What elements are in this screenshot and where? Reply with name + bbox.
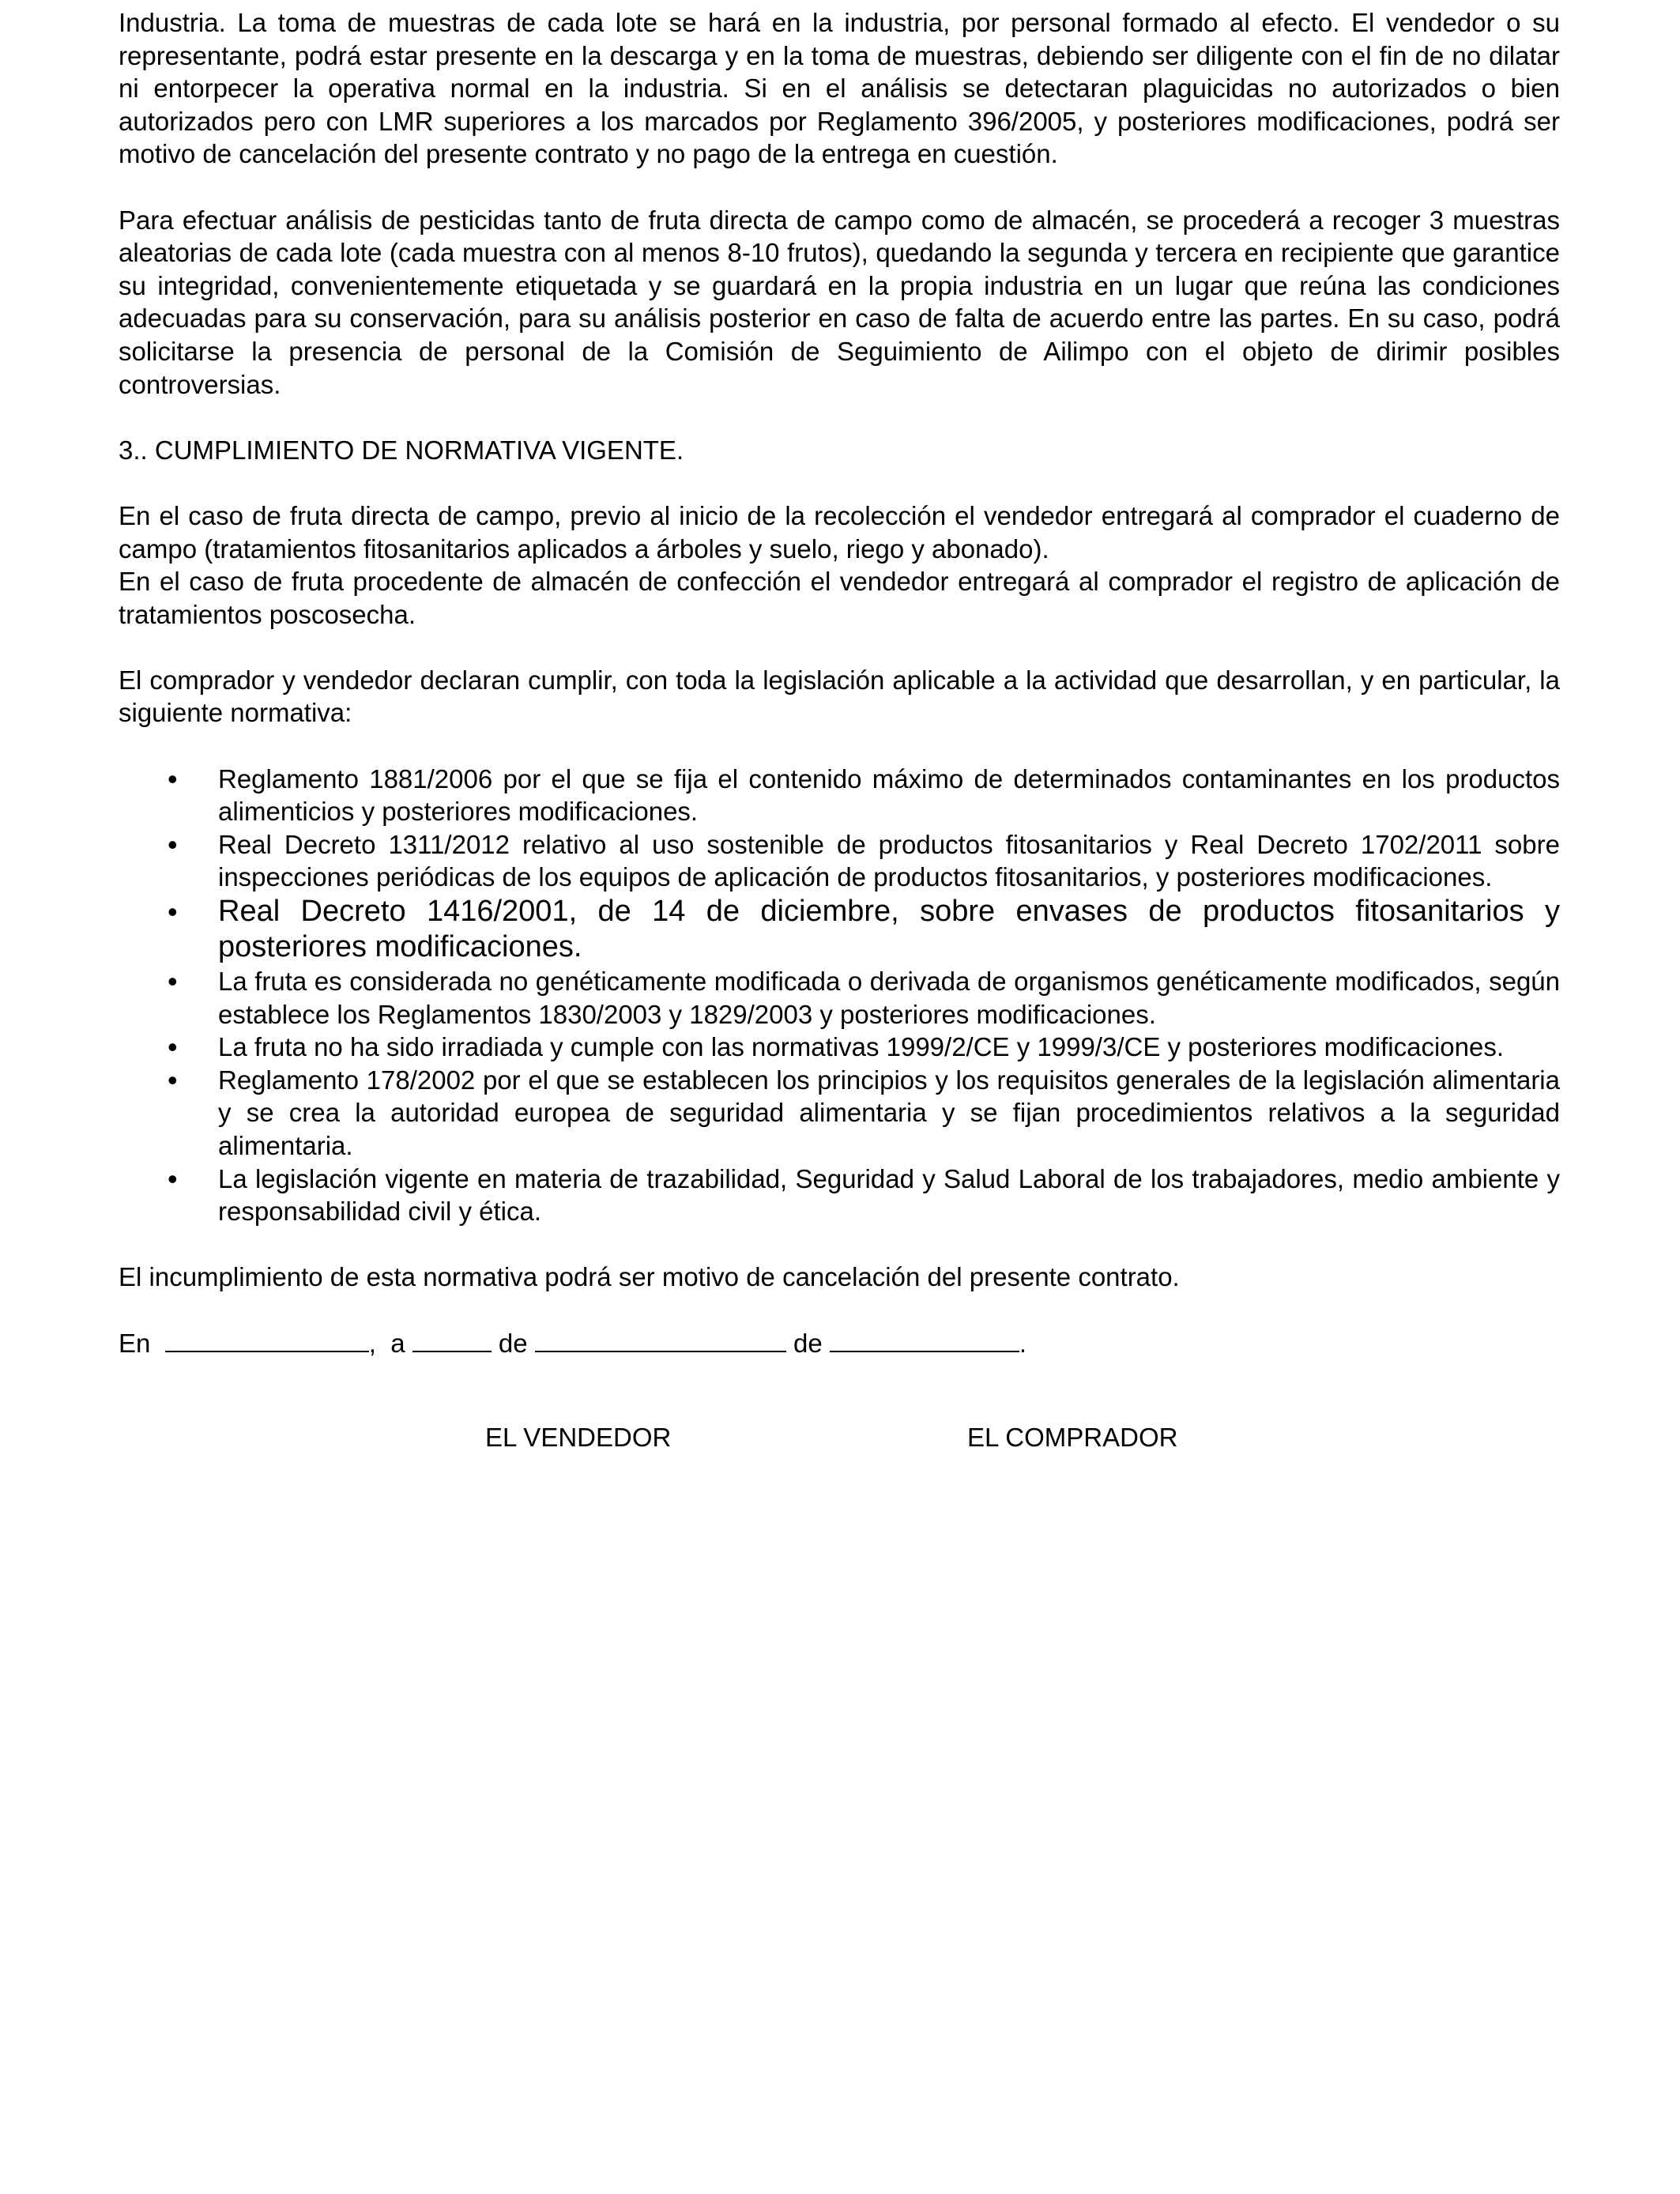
list-item-text: Reglamento 1881/2006 por el que se fija el contenido máximo de determinados contaminantes en los productos alimenticios y posteriores modificaciones. (218, 763, 1560, 827)
list-item-text: La fruta no ha sido irradiada y cumple con las normativas 1999/2/CE y 1999/3/CE y posteriores modificaciones. (218, 1032, 1505, 1062)
bullet-icon: • (168, 762, 178, 795)
paragraph-field-notebook: En el caso de fruta directa de campo, previo al inicio de la recolección el vendedor entregará al comprador el cuaderno de campo (tratamientos fitosanitarios aplicados a árboles y suelo, riego y abonado). (119, 500, 1560, 564)
bullet-icon: • (168, 965, 178, 998)
list-item (168, 1162, 1560, 1228)
date-en-label: En (119, 1328, 151, 1358)
buyer-signature-label: EL COMPRADOR (967, 1422, 1178, 1452)
signature-row (119, 1421, 1560, 1454)
regulations-list (119, 763, 1560, 1228)
bullet-icon: • (168, 1031, 178, 1064)
paragraph-pesticide-analysis: Para efectuar análisis de pesticidas tanto de fruta directa de campo como de almacén, se procederá a recoger 3 muestras aleatorias de cada lote (cada muestra con al menos 8-10 frutos), quedando la segunda y tercera en recipiente que garantice su integridad, convenientemente etiquetada y se guardará en la propia industria en un lugar que reúna las condiciones adecuadas para su conservación, para su análisis posterior en caso de falta de acuerdo entre las partes. En su caso, podrá solicitarse la presencia de personal de la Comisión de Seguimiento de Ailimpo con el objeto de dirimir posibles controversias. (119, 205, 1560, 399)
list-item (168, 1063, 1560, 1163)
paragraph-sampling: Industria. La toma de muestras de cada lote se hará en la industria, por personal formado al efecto. El vendedor o su representante, podrá estar presente en la descarga y en la toma de muestras, debiendo ser diligente con el fin de no dilatar ni entorpecer la operativa normal en la industria. Si en el análisis se detectaran plaguicidas no autorizados o bien autorizados pero con LMR superiores a los marcados por Reglamento 396/2005, y posteriores modificaciones, podrá ser motivo de cancelación del presente contrato y no pago de la entrega en cuestión. (119, 8, 1560, 169)
date-de-label: de (498, 1328, 528, 1358)
list-item (168, 827, 1560, 894)
list-item (168, 1031, 1560, 1064)
paragraph-non-compliance: El incumplimiento de esta normativa podrá ser motivo de cancelación del presente contrato. (119, 1262, 1180, 1292)
section-heading: 3.. CUMPLIMIENTO DE NORMATIVA VIGENTE. (119, 435, 684, 465)
list-item-text: La fruta es considerada no genéticamente modificada o derivada de organismos genéticamente modificados, según establece los Reglamentos 1830/2003 y 1829/2003 y posteriores modificaciones. (218, 967, 1560, 1029)
place-blank[interactable] (165, 1327, 369, 1352)
list-item-text: Reglamento 178/2002 por el que se establecen los principios y los requisitos generales de la legislación alimentaria y se crea la autoridad europea de seguridad alimentaria y se fijan procedimientos relativos a la seguridad alimentaria. (218, 1065, 1560, 1160)
date-end-period: . (1019, 1328, 1027, 1358)
paragraph-legislation-intro: El comprador y vendedor declaran cumplir, con toda la legislación aplicable a la actividad que desarrollan, y en particular, la siguiente normativa: (119, 665, 1560, 728)
list-item-text: La legislación vigente en materia de trazabilidad, Seguridad y Salud Laboral de los trabajadores, medio ambiente y responsabilidad civil y ética. (218, 1163, 1560, 1227)
bullet-icon: • (168, 827, 178, 861)
list-item-text: Real Decreto 1416/2001, de 14 de diciembre, sobre envases de productos fitosanitarios y posteriores modificaciones. (218, 895, 1560, 964)
paragraph-postharvest-record: En el caso de fruta procedente de almacén de confección el vendedor entregará al comprador el registro de aplicación de tratamientos poscosecha. (119, 567, 1560, 629)
day-blank[interactable] (412, 1327, 492, 1352)
list-item-text: Real Decreto 1311/2012 relativo al uso sostenible de productos fitosanitarios y Real Decreto 1702/2011 sobre inspecciones periódicas de los equipos de aplicación de productos fitosanitarios, y posteriores modificaciones. (218, 829, 1560, 892)
bullet-icon: • (168, 1162, 178, 1195)
list-item (168, 894, 1560, 965)
list-item (168, 762, 1560, 828)
bullet-icon: • (168, 895, 178, 929)
date-place-line (119, 1327, 1560, 1360)
month-blank[interactable] (535, 1327, 786, 1352)
list-item (168, 965, 1560, 1031)
year-blank[interactable] (830, 1327, 1019, 1352)
bullet-icon: • (168, 1063, 178, 1096)
date-a-label: , a (368, 1328, 405, 1358)
seller-signature-label: EL VENDEDOR (485, 1422, 672, 1452)
date-de-label-2: de (793, 1328, 823, 1358)
